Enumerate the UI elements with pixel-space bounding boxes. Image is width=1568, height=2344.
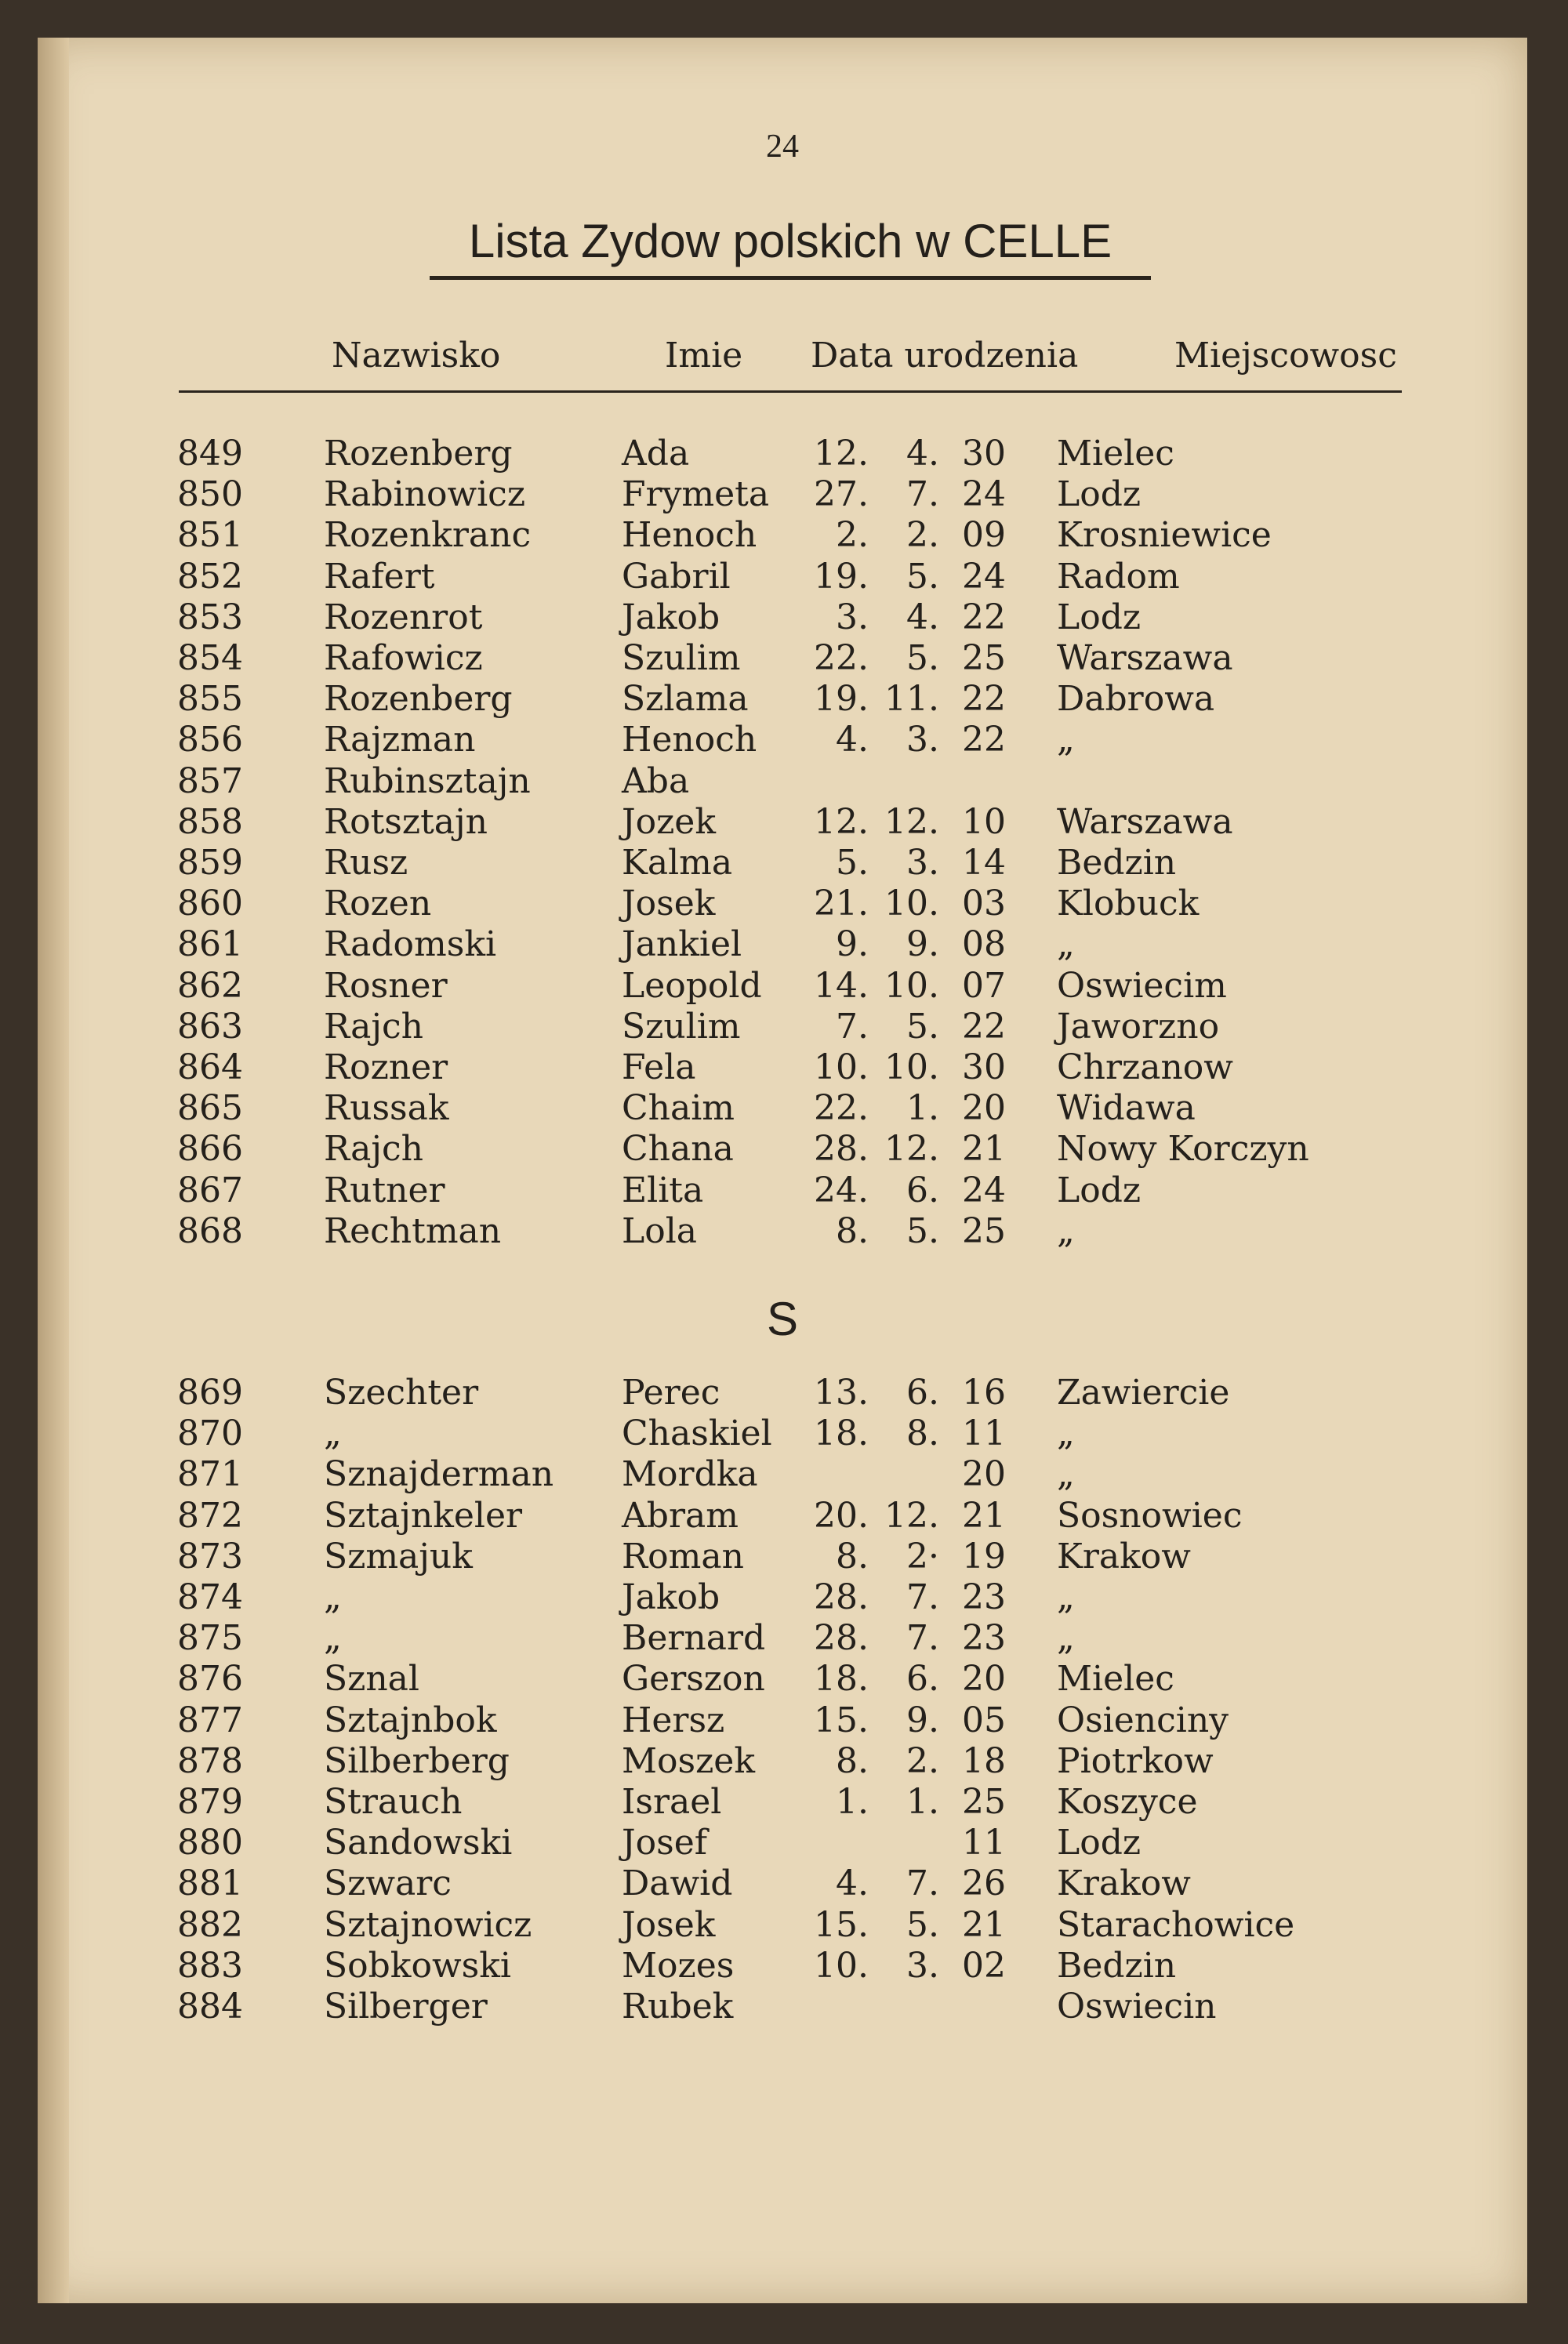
- entry-first-name: Rubek: [622, 1987, 734, 2027]
- entry-first-name: Josek: [622, 884, 716, 924]
- entry-birth-month: 2.: [906, 1740, 939, 1781]
- table-row: [38, 638, 1527, 679]
- entry-place: Krosniewice: [1057, 515, 1272, 556]
- entry-birth-day: 19.: [814, 679, 869, 720]
- table-row: [38, 761, 1527, 802]
- entry-surname: Rozen: [324, 884, 432, 924]
- entry-birth-month: 9.: [906, 924, 939, 965]
- entry-place: „: [1057, 1413, 1075, 1454]
- entry-number: 874: [177, 1577, 243, 1617]
- entry-birth-day: 13.: [814, 1373, 869, 1413]
- entry-number: 851: [177, 515, 243, 556]
- entry-place: „: [1057, 924, 1075, 965]
- entry-place: Starachowice: [1057, 1904, 1295, 1945]
- header-name: Nazwisko: [332, 336, 501, 376]
- entry-number: 857: [177, 760, 243, 801]
- entry-first-name: Israel: [622, 1782, 722, 1822]
- entry-first-name: Josef: [622, 1823, 708, 1863]
- entry-birth-year: 21: [962, 1129, 1006, 1170]
- section-letter: S: [766, 1293, 799, 1345]
- table-row: [38, 720, 1527, 760]
- entry-number: 881: [177, 1863, 243, 1904]
- entry-birth-year: 03: [962, 884, 1006, 924]
- entry-place: Klobuck: [1057, 884, 1200, 924]
- entry-place: Warszawa: [1057, 801, 1233, 842]
- entry-place: Mielec: [1057, 434, 1174, 474]
- entry-number: 860: [177, 884, 243, 924]
- entry-number: 855: [177, 679, 243, 720]
- entry-birth-day: 18.: [814, 1413, 869, 1454]
- entry-birth-day: 24.: [814, 1170, 869, 1210]
- entry-surname: „: [324, 1577, 342, 1617]
- entry-birth-year: 16: [962, 1373, 1006, 1413]
- entry-birth-month: 3.: [906, 843, 939, 883]
- entry-number: 852: [177, 556, 243, 597]
- entry-birth-month: 1.: [906, 1088, 939, 1129]
- entry-place: „: [1057, 1618, 1075, 1659]
- entry-birth-year: 30: [962, 434, 1006, 474]
- entry-surname: Rubinsztajn: [324, 760, 531, 801]
- entry-number: 873: [177, 1536, 243, 1577]
- table-row: [38, 1211, 1527, 1252]
- entry-first-name: Mordka: [622, 1454, 758, 1495]
- table-row: [38, 434, 1527, 474]
- table-row: [38, 1577, 1527, 1618]
- table-row: [38, 1782, 1527, 1823]
- entry-surname: Szechter: [324, 1373, 479, 1413]
- entry-place: Mielec: [1057, 1659, 1174, 1700]
- entry-birth-month: 7.: [906, 474, 939, 515]
- entry-birth-year: 21: [962, 1904, 1006, 1945]
- entry-number: 880: [177, 1823, 243, 1863]
- table-row: [38, 1987, 1527, 2027]
- entry-first-name: Moszek: [622, 1740, 756, 1781]
- entry-birth-month: 10.: [884, 884, 939, 924]
- entry-birth-day: 1.: [836, 1782, 869, 1822]
- entry-first-name: Perec: [622, 1373, 720, 1413]
- entry-first-name: Elita: [622, 1170, 704, 1210]
- table-row: [38, 1047, 1527, 1088]
- entry-place: Bedzin: [1057, 843, 1177, 883]
- table-row: [38, 1700, 1527, 1741]
- entry-birth-year: 11: [962, 1413, 1006, 1454]
- entry-surname: Silberberg: [324, 1740, 510, 1781]
- entry-number: 882: [177, 1904, 243, 1945]
- entry-number: 863: [177, 1006, 243, 1047]
- entry-place: „: [1057, 1454, 1075, 1495]
- entry-birth-year: 10: [962, 801, 1006, 842]
- entry-number: 861: [177, 924, 243, 965]
- entry-birth-day: 9.: [836, 924, 869, 965]
- entry-birth-day: 28.: [814, 1618, 869, 1659]
- column-headers: [179, 336, 1402, 393]
- table-row: [38, 1618, 1527, 1659]
- entry-number: 858: [177, 801, 243, 842]
- entry-birth-month: 2·: [906, 1536, 939, 1577]
- entry-surname: Rajch: [324, 1006, 423, 1047]
- entry-birth-year: 24: [962, 1170, 1006, 1210]
- entry-birth-day: 15.: [814, 1904, 869, 1945]
- entry-birth-month: 5.: [906, 556, 939, 597]
- entry-surname: „: [324, 1413, 342, 1454]
- table-row: [38, 1373, 1527, 1413]
- entry-birth-year: 11: [962, 1823, 1006, 1863]
- header-place: Miejscowosc: [1174, 336, 1397, 376]
- entry-birth-month: 7.: [906, 1618, 939, 1659]
- entry-surname: Szwarc: [324, 1863, 452, 1904]
- entry-birth-month: 12.: [884, 1495, 939, 1536]
- entry-surname: Rafert: [324, 556, 435, 597]
- entry-place: „: [1057, 1210, 1075, 1251]
- entry-place: Osienciny: [1057, 1700, 1229, 1740]
- entry-place: „: [1057, 1577, 1075, 1617]
- entry-birth-year: 23: [962, 1618, 1006, 1659]
- entry-first-name: Kalma: [622, 843, 733, 883]
- entry-surname: Sznajderman: [324, 1454, 554, 1495]
- entry-place: Chrzanow: [1057, 1047, 1233, 1087]
- entry-birth-day: 12.: [814, 801, 869, 842]
- entry-place: Lodz: [1057, 474, 1142, 515]
- entry-place: Krakow: [1057, 1863, 1191, 1904]
- entry-birth-day: 8.: [836, 1740, 869, 1781]
- entry-number: 884: [177, 1987, 243, 2027]
- entry-birth-month: 5.: [906, 1006, 939, 1047]
- entry-surname: Russak: [324, 1088, 449, 1129]
- table-row: [38, 1823, 1527, 1863]
- entry-surname: Rechtman: [324, 1210, 502, 1251]
- entry-surname: Sznal: [324, 1659, 419, 1700]
- entry-first-name: Fela: [622, 1047, 696, 1087]
- entry-birth-month: 6.: [906, 1659, 939, 1700]
- entry-surname: Rotsztajn: [324, 801, 488, 842]
- entry-birth-day: 5.: [836, 843, 869, 883]
- table-row: [38, 597, 1527, 638]
- entry-number: 871: [177, 1454, 243, 1495]
- table-row: [38, 1088, 1527, 1129]
- entry-birth-day: 3.: [836, 597, 869, 637]
- entry-first-name: Jozek: [622, 801, 717, 842]
- entry-birth-day: 27.: [814, 474, 869, 515]
- entry-birth-month: 7.: [906, 1863, 939, 1904]
- table-row: [38, 1454, 1527, 1495]
- entry-birth-year: 22: [962, 720, 1006, 760]
- entry-first-name: Lola: [622, 1210, 698, 1251]
- table-row: [38, 802, 1527, 843]
- entry-place: Koszyce: [1057, 1782, 1198, 1822]
- entry-place: Zawiercie: [1057, 1373, 1230, 1413]
- entry-birth-month: 6.: [906, 1170, 939, 1210]
- entry-surname: Rabinowicz: [324, 474, 525, 515]
- entry-birth-day: 19.: [814, 556, 869, 597]
- entry-surname: Sobkowski: [324, 1945, 511, 1986]
- entry-number: 876: [177, 1659, 243, 1700]
- entry-place: Lodz: [1057, 597, 1142, 637]
- entry-first-name: Abram: [622, 1495, 739, 1536]
- table-row: [38, 1741, 1527, 1782]
- entry-first-name: Szulim: [622, 1006, 741, 1047]
- entry-surname: Rajch: [324, 1129, 423, 1170]
- entry-birth-day: 18.: [814, 1659, 869, 1700]
- entry-birth-year: 19: [962, 1536, 1006, 1577]
- entry-birth-year: 26: [962, 1863, 1006, 1904]
- table-row: [38, 1496, 1527, 1537]
- entry-number: 866: [177, 1129, 243, 1170]
- entry-birth-day: 28.: [814, 1577, 869, 1617]
- entry-surname: Rutner: [324, 1170, 445, 1210]
- table-row: [38, 515, 1527, 556]
- entry-birth-month: 12.: [884, 801, 939, 842]
- entry-birth-day: 7.: [836, 1006, 869, 1047]
- entry-birth-month: 4.: [906, 434, 939, 474]
- entry-birth-day: 4.: [836, 1863, 869, 1904]
- entry-number: 867: [177, 1170, 243, 1210]
- entry-first-name: Gerszon: [622, 1659, 765, 1700]
- entry-place: Nowy Korczyn: [1057, 1129, 1309, 1170]
- entry-birth-day: 22.: [814, 1088, 869, 1129]
- entry-birth-month: 1.: [906, 1782, 939, 1822]
- entry-place: Oswiecim: [1057, 965, 1227, 1006]
- entry-first-name: Szulim: [622, 638, 741, 678]
- entry-place: Sosnowiec: [1057, 1495, 1243, 1536]
- table-row: [38, 1170, 1527, 1211]
- entry-number: 853: [177, 597, 243, 637]
- entry-surname: Rozenberg: [324, 434, 513, 474]
- entry-birth-day: 8.: [836, 1536, 869, 1577]
- entry-first-name: Chana: [622, 1129, 734, 1170]
- entry-place: Dabrowa: [1057, 679, 1215, 720]
- entry-place: Piotrkow: [1057, 1740, 1214, 1781]
- entry-birth-day: 12.: [814, 434, 869, 474]
- entry-birth-month: 9.: [906, 1700, 939, 1740]
- entry-surname: Rozenrot: [324, 597, 483, 637]
- entry-birth-month: 2.: [906, 515, 939, 556]
- table-row: [38, 1946, 1527, 1987]
- entry-birth-month: 11.: [884, 679, 939, 720]
- entry-place: Bedzin: [1057, 1945, 1177, 1986]
- entry-birth-day: 2.: [836, 515, 869, 556]
- entry-birth-year: 09: [962, 515, 1006, 556]
- entry-birth-year: 30: [962, 1047, 1006, 1087]
- entry-birth-year: 25: [962, 638, 1006, 678]
- entry-surname: Rajzman: [324, 720, 476, 760]
- entry-birth-year: 22: [962, 1006, 1006, 1047]
- document-page: [38, 38, 1527, 2303]
- entry-surname: Rafowicz: [324, 638, 483, 678]
- entry-number: 875: [177, 1618, 243, 1659]
- entry-birth-month: 10.: [884, 965, 939, 1006]
- entry-number: 883: [177, 1945, 243, 1986]
- entry-place: Widawa: [1057, 1088, 1196, 1129]
- entry-number: 869: [177, 1373, 243, 1413]
- table-row: [38, 1007, 1527, 1047]
- entry-first-name: Mozes: [622, 1945, 735, 1986]
- entry-birth-year: 20: [962, 1088, 1006, 1129]
- page-number: 24: [766, 129, 799, 165]
- entry-birth-day: 14.: [814, 965, 869, 1006]
- entry-place: Lodz: [1057, 1823, 1142, 1863]
- table-row: [38, 474, 1527, 515]
- table-row: [38, 557, 1527, 597]
- entry-birth-month: 6.: [906, 1373, 939, 1413]
- entry-birth-day: 10.: [814, 1945, 869, 1986]
- table-row: [38, 1905, 1527, 1946]
- entry-surname: Rozenkranc: [324, 515, 532, 556]
- entry-birth-year: 08: [962, 924, 1006, 965]
- entry-birth-day: 4.: [836, 720, 869, 760]
- entry-place: Krakow: [1057, 1536, 1191, 1577]
- table-row: [38, 1863, 1527, 1904]
- entry-birth-month: 3.: [906, 1945, 939, 1986]
- entry-number: 870: [177, 1413, 243, 1454]
- entry-birth-year: 02: [962, 1945, 1006, 1986]
- entry-first-name: Dawid: [622, 1863, 733, 1904]
- entry-number: 864: [177, 1047, 243, 1087]
- entry-birth-year: 14: [962, 843, 1006, 883]
- header-date: Data urodzenia: [811, 336, 1079, 376]
- entry-birth-month: 10.: [884, 1047, 939, 1087]
- entry-birth-year: 23: [962, 1577, 1006, 1617]
- entry-birth-month: 3.: [906, 720, 939, 760]
- table-row: [38, 679, 1527, 720]
- table-row: [38, 1129, 1527, 1170]
- entry-first-name: Szlama: [622, 679, 749, 720]
- entry-first-name: Aba: [622, 760, 690, 801]
- entry-surname: Sztajnbok: [324, 1700, 497, 1740]
- entry-birth-day: 28.: [814, 1129, 869, 1170]
- entry-birth-month: 8.: [906, 1413, 939, 1454]
- entry-surname: Silberger: [324, 1987, 488, 2027]
- entry-number: 868: [177, 1210, 243, 1251]
- entry-surname: Rozenberg: [324, 679, 513, 720]
- entry-first-name: Frymeta: [622, 474, 770, 515]
- entry-birth-year: 20: [962, 1659, 1006, 1700]
- entry-number: 849: [177, 434, 243, 474]
- entry-birth-year: 22: [962, 679, 1006, 720]
- entry-surname: Sztajnkeler: [324, 1495, 523, 1536]
- entry-surname: Szmajuk: [324, 1536, 473, 1577]
- entry-first-name: Jakob: [622, 597, 720, 637]
- entry-number: 865: [177, 1088, 243, 1129]
- entry-birth-day: 20.: [814, 1495, 869, 1536]
- entry-birth-month: 4.: [906, 597, 939, 637]
- entry-birth-year: 24: [962, 556, 1006, 597]
- entry-number: 850: [177, 474, 243, 515]
- entry-place: Warszawa: [1057, 638, 1233, 678]
- entry-birth-month: 5.: [906, 1210, 939, 1251]
- entry-birth-month: 5.: [906, 1904, 939, 1945]
- entry-number: 862: [177, 965, 243, 1006]
- table-row: [38, 884, 1527, 924]
- entry-surname: Sandowski: [324, 1823, 513, 1863]
- entry-birth-day: 8.: [836, 1210, 869, 1251]
- page-title: Lista Zydow polskich w CELLE: [430, 214, 1151, 280]
- entry-birth-day: 22.: [814, 638, 869, 678]
- entry-birth-month: 12.: [884, 1129, 939, 1170]
- entry-birth-year: 25: [962, 1782, 1006, 1822]
- table-row: [38, 1659, 1527, 1700]
- entry-birth-month: 7.: [906, 1577, 939, 1617]
- entry-first-name: Jankiel: [622, 924, 742, 965]
- entry-birth-day: 10.: [814, 1047, 869, 1087]
- entry-number: 859: [177, 843, 243, 883]
- entry-first-name: Henoch: [622, 515, 757, 556]
- entry-first-name: Gabril: [622, 556, 731, 597]
- entry-birth-year: 25: [962, 1210, 1006, 1251]
- entry-number: 877: [177, 1700, 243, 1740]
- table-row: [38, 1537, 1527, 1577]
- entry-birth-year: 20: [962, 1454, 1006, 1495]
- entry-first-name: Josek: [622, 1904, 716, 1945]
- entry-surname: Sztajnowicz: [324, 1904, 532, 1945]
- entry-first-name: Chaim: [622, 1088, 735, 1129]
- header-first-name: Imie: [665, 336, 743, 376]
- entry-surname: „: [324, 1618, 342, 1659]
- entry-number: 879: [177, 1782, 243, 1822]
- entry-surname: Strauch: [324, 1782, 463, 1822]
- entry-surname: Radomski: [324, 924, 497, 965]
- entry-place: Radom: [1057, 556, 1180, 597]
- entry-birth-year: 07: [962, 965, 1006, 1006]
- entry-place: Jaworzno: [1057, 1006, 1220, 1047]
- entry-birth-year: 21: [962, 1495, 1006, 1536]
- entry-place: „: [1057, 720, 1075, 760]
- entry-birth-year: 24: [962, 474, 1006, 515]
- entry-number: 872: [177, 1495, 243, 1536]
- entry-number: 854: [177, 638, 243, 678]
- entry-surname: Rosner: [324, 965, 448, 1006]
- entry-birth-year: 05: [962, 1700, 1006, 1740]
- entry-first-name: Roman: [622, 1536, 744, 1577]
- entry-birth-month: 5.: [906, 638, 939, 678]
- entry-first-name: Bernard: [622, 1618, 766, 1659]
- entry-first-name: Jakob: [622, 1577, 720, 1617]
- entry-birth-year: 22: [962, 597, 1006, 637]
- entry-birth-day: 15.: [814, 1700, 869, 1740]
- table-row: [38, 1413, 1527, 1454]
- entry-number: 878: [177, 1740, 243, 1781]
- entry-surname: Rusz: [324, 843, 408, 883]
- entry-number: 856: [177, 720, 243, 760]
- entry-first-name: Ada: [622, 434, 690, 474]
- table-row: [38, 924, 1527, 965]
- entry-birth-day: 21.: [814, 884, 869, 924]
- entry-place: Lodz: [1057, 1170, 1142, 1210]
- entry-first-name: Leopold: [622, 965, 762, 1006]
- table-row: [38, 843, 1527, 884]
- entry-first-name: Henoch: [622, 720, 757, 760]
- entry-birth-year: 18: [962, 1740, 1006, 1781]
- entry-surname: Rozner: [324, 1047, 448, 1087]
- entry-first-name: Chaskiel: [622, 1413, 772, 1454]
- table-row: [38, 966, 1527, 1007]
- entry-place: Oswiecin: [1057, 1987, 1217, 2027]
- entry-first-name: Hersz: [622, 1700, 725, 1740]
